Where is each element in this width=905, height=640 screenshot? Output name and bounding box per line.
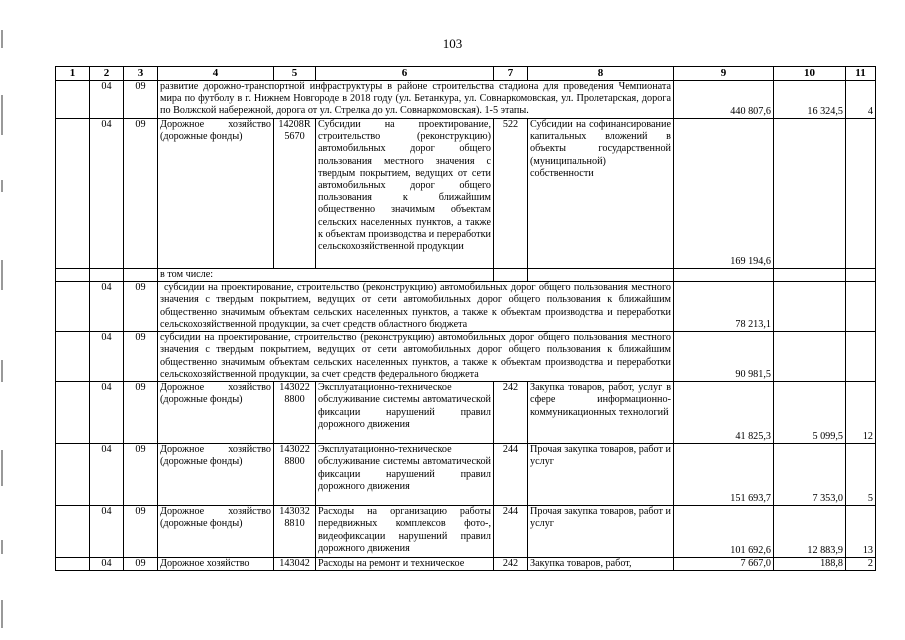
header-col-10: 10: [774, 67, 846, 81]
expense-type-name: Субсидии на софинансирование капитальных вложений в объекты государственной (муниципальной) собственности: [528, 119, 674, 269]
target-article-code-line-1: 143032: [279, 506, 310, 518]
target-article-name: Расходы на ремонт и техническое: [316, 558, 494, 571]
section-code: 04: [90, 282, 124, 332]
expense-type-name: Прочая закупка товаров, работ и услуг: [528, 506, 674, 558]
section-name: Дорожное хозяйство (дорожные фонды): [158, 119, 274, 269]
subsection-code: 09: [124, 81, 158, 119]
section-code: 04: [90, 558, 124, 571]
table-row: [56, 269, 876, 282]
value-col-11: 5: [846, 444, 876, 506]
target-article-code: 143042: [274, 558, 316, 571]
section-code: 04: [90, 119, 124, 269]
section-name: Дорожное хозяйство (дорожные фонды): [158, 444, 274, 506]
header-col-3: 3: [124, 67, 158, 81]
value-col-11: [846, 119, 876, 269]
target-article-name: Эксплуатационно-техническое обслуживание системы автоматической фиксации нарушений правил дорожного движения: [316, 382, 494, 444]
amount: 78 213,1: [674, 282, 774, 332]
table-row: [56, 558, 876, 571]
header-col-8: 8: [528, 67, 674, 81]
subsection-code: 09: [124, 382, 158, 444]
column-number-header-row: [56, 67, 876, 81]
amount: 440 807,6: [674, 81, 774, 119]
amount-col-10: [774, 119, 846, 269]
table-row: [56, 382, 876, 444]
header-col-6: 6: [316, 67, 494, 81]
expense-type-code: 242: [494, 558, 528, 571]
expense-type-name: Прочая закупка товаров, работ и услуг: [528, 444, 674, 506]
row-description: субсидии на проектирование, строительство (реконструкцию) автомобильных дорог общего пользования местного значения с твердым покрытием, ведущих от сети автомобильных дорог общего пользования к ближайшим общественно значимым объектам сельских населенных пунктов, а также к объектам производства и переработки сельскохозяйственной продукции, за счет средств федерального бюджета: [158, 332, 674, 382]
budget-table: [55, 66, 876, 571]
expense-type-name: Закупка товаров, работ,: [528, 558, 674, 571]
target-article-code: [274, 382, 316, 444]
amount-col-10: 16 324,5: [774, 81, 846, 119]
value-col-11: 4: [846, 81, 876, 119]
target-article-name: Эксплуатационно-техническое обслуживание системы автоматической фиксации нарушений правил дорожного движения: [316, 444, 494, 506]
header-col-7: 7: [494, 67, 528, 81]
table-row: [56, 444, 876, 506]
section-name: Дорожное хозяйство (дорожные фонды): [158, 506, 274, 558]
target-article-code-line-1: 143022: [279, 444, 310, 456]
subsection-code: 09: [124, 119, 158, 269]
page-number: 103: [442, 36, 463, 51]
table-row: [56, 506, 876, 558]
header-col-11: 11: [846, 67, 876, 81]
subsection-code: 09: [124, 282, 158, 332]
expense-type-code: 242: [494, 382, 528, 444]
row-description: субсидии на проектирование, строительство (реконструкцию) автомобильных дорог общего пользования местного значения с твердым покрытием, ведущих от сети автомобильных дорог общего пользования к ближайшим общественно значимым объектам сельских населенных пунктов, а также к объектам производства и переработки сельскохозяйственной продукции, за счет средств областного бюджета: [158, 282, 674, 332]
target-article-name: Субсидии на проектирование, строительство (реконструкцию) автомобильных дорог общего пользования местного значения с твердым покрытием, ведущих от сети автомобильных дорог общего пользования к ближайшим общественно значимым объектам сельских населенных пунктов, а также к объектам производства и переработки сельскохозяйственной продукции: [316, 119, 494, 269]
target-article-name: Расходы на организацию работы передвижных комплексов фото-, видеофиксации нарушений правил дорожного движения: [316, 506, 494, 558]
target-article-code-line-1: 14208R: [278, 119, 311, 130]
subsection-code: 09: [124, 332, 158, 382]
amount: 90 981,5: [674, 332, 774, 382]
table-row: [56, 282, 876, 332]
target-article-code-line-2: 8810: [284, 518, 305, 530]
target-article-code: [274, 119, 316, 269]
section-code: 04: [90, 332, 124, 382]
expense-type-name: Закупка товаров, работ, услуг в сфере информационно-коммуникационных технологий: [528, 382, 674, 444]
table-row: [56, 81, 876, 119]
target-article-code-line-2: 8800: [284, 456, 305, 468]
header-col-2: 2: [90, 67, 124, 81]
target-article-code: [274, 506, 316, 558]
section-name: Дорожное хозяйство: [158, 558, 274, 571]
value-col-11: 2: [846, 558, 876, 571]
target-article-code-line-2: 8800: [284, 394, 305, 406]
subsection-code: 09: [124, 444, 158, 506]
amount-col-10: 12 883,9: [774, 506, 846, 558]
section-code: 04: [90, 444, 124, 506]
subsection-code: 09: [124, 558, 158, 571]
header-col-9: 9: [674, 67, 774, 81]
amount: 7 667,0: [674, 558, 774, 571]
expense-type-code: 244: [494, 506, 528, 558]
amount-col-10: 188,8: [774, 558, 846, 571]
including-label: в том числе:: [158, 269, 494, 282]
section-name: Дорожное хозяйство (дорожные фонды): [158, 382, 274, 444]
table-row: [56, 119, 876, 269]
amount: 151 693,7: [674, 444, 774, 506]
header-col-5: 5: [274, 67, 316, 81]
binding-margin-marks: [0, 0, 6, 640]
section-code: 04: [90, 81, 124, 119]
section-code: 04: [90, 506, 124, 558]
target-article-code-line-1: 143022: [279, 382, 310, 394]
header-col-4: 4: [158, 67, 274, 81]
expense-type-code: 244: [494, 444, 528, 506]
amount-col-10: 7 353,0: [774, 444, 846, 506]
target-article-code-line-2: 5670: [284, 131, 305, 143]
table-row: [56, 332, 876, 382]
amount: 169 194,6: [674, 119, 774, 269]
value-col-11: 13: [846, 506, 876, 558]
expense-type-code: 522: [494, 119, 528, 269]
amount: 101 692,6: [674, 506, 774, 558]
amount: 41 825,3: [674, 382, 774, 444]
value-col-11: 12: [846, 382, 876, 444]
target-article-code: [274, 444, 316, 506]
section-code: 04: [90, 382, 124, 444]
subsection-code: 09: [124, 506, 158, 558]
row-description: развитие дорожно-транспортной инфраструктуры в районе строительства стадиона для проведения Чемпионата мира по футболу в г. Нижнем Новгороде в 2018 году (ул. Бетанкура, ул. Совнаркомовская, ул. Пролетарская, дорога по Волжской набережной, дорога от ул. Стрелка до ул. Совнаркомовская). 1-5 этапы.: [158, 81, 674, 119]
amount-col-10: 5 099,5: [774, 382, 846, 444]
header-col-1: 1: [56, 67, 90, 81]
